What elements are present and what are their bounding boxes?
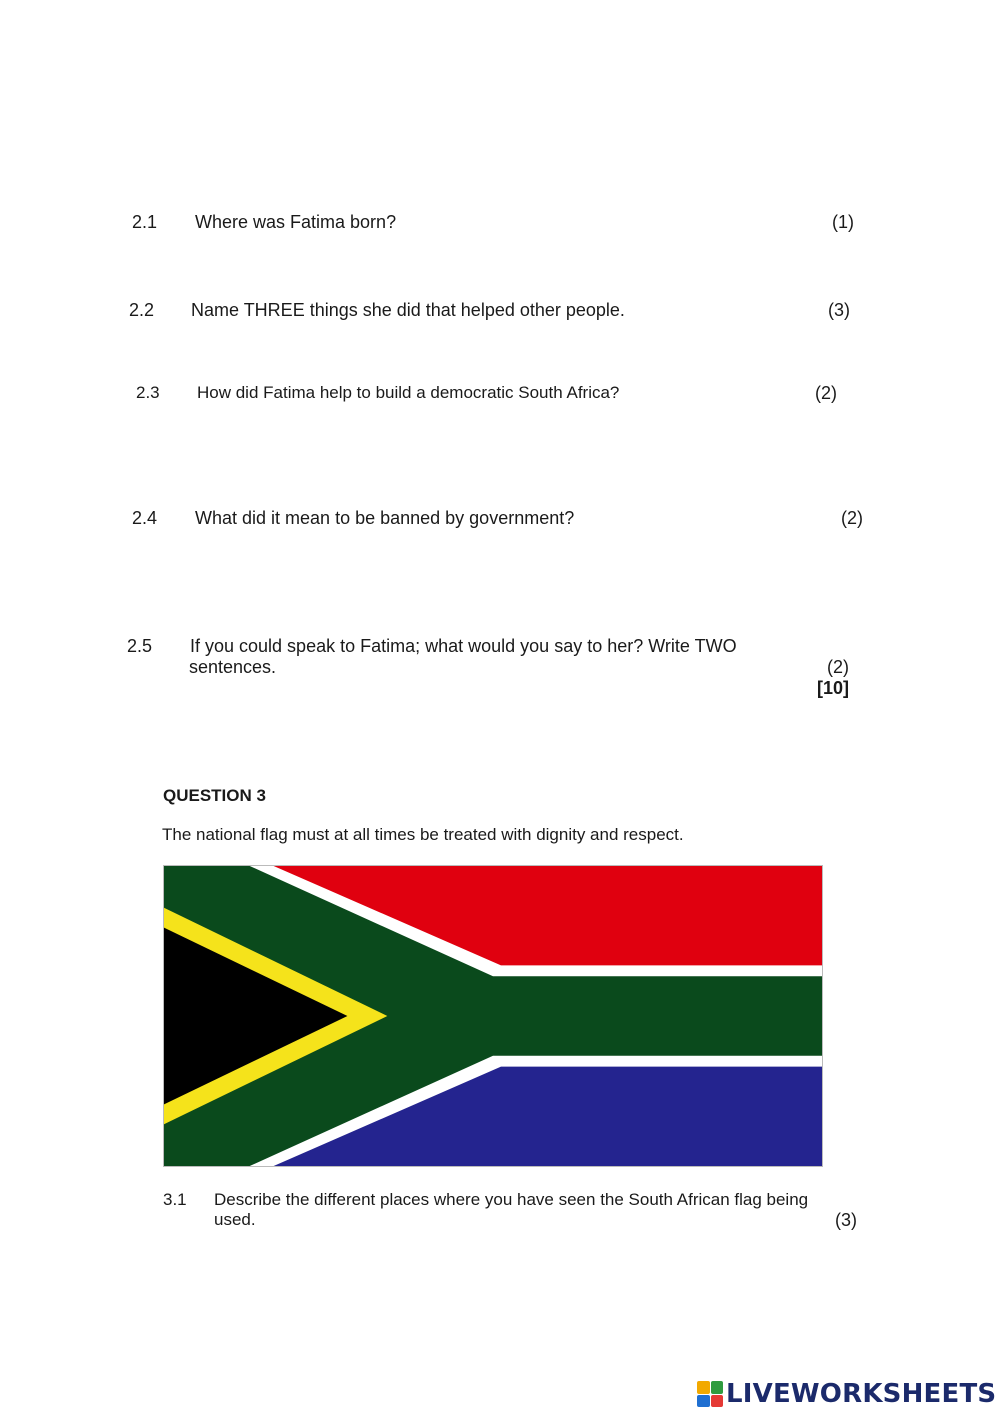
section-intro: The national flag must at all times be treated with dignity and respect.	[162, 825, 684, 844]
section-heading: QUESTION 3	[163, 786, 266, 805]
question-number: 2.1	[132, 212, 158, 232]
question-text: Where was Fatima born?	[195, 212, 397, 232]
question-number: 2.3	[136, 383, 160, 402]
logo-square-2	[711, 1381, 724, 1394]
question-number: 2.5	[127, 636, 153, 656]
question-marks: (3)	[835, 1210, 857, 1230]
question-marks: (2)	[815, 383, 837, 403]
question-total-marks: [10]	[817, 678, 850, 698]
question-text: Name THREE things she did that helped other people.	[191, 300, 625, 320]
flag-graphic	[164, 866, 822, 1166]
logo-square-1	[697, 1381, 710, 1394]
south-african-flag-image	[163, 865, 823, 1167]
question-text-line1: If you could speak to Fatima; what would you say to her? Write TWO	[190, 636, 737, 656]
question-text: What did it mean to be banned by government?	[195, 508, 575, 528]
question-text-line2: used.	[214, 1210, 256, 1229]
liveworksheets-brand-text: LIVEWORKSHEETS	[726, 1379, 997, 1409]
logo-square-4	[711, 1395, 724, 1408]
question-marks: (3)	[828, 300, 850, 320]
question-number: 3.1	[163, 1190, 187, 1209]
question-marks: (2)	[827, 657, 849, 677]
question-text-line2: sentences.	[189, 657, 277, 677]
liveworksheets-logo[interactable]	[697, 1378, 996, 1410]
liveworksheets-icon	[697, 1381, 723, 1407]
question-text: How did Fatima help to build a democratic South Africa?	[197, 383, 620, 402]
question-text-line1: Describe the different places where you have seen the South African flag being	[214, 1190, 809, 1209]
question-marks: (2)	[841, 508, 863, 528]
logo-square-3	[697, 1395, 710, 1408]
question-number: 2.2	[129, 300, 155, 320]
question-marks: (1)	[832, 212, 854, 232]
question-number: 2.4	[132, 508, 158, 528]
